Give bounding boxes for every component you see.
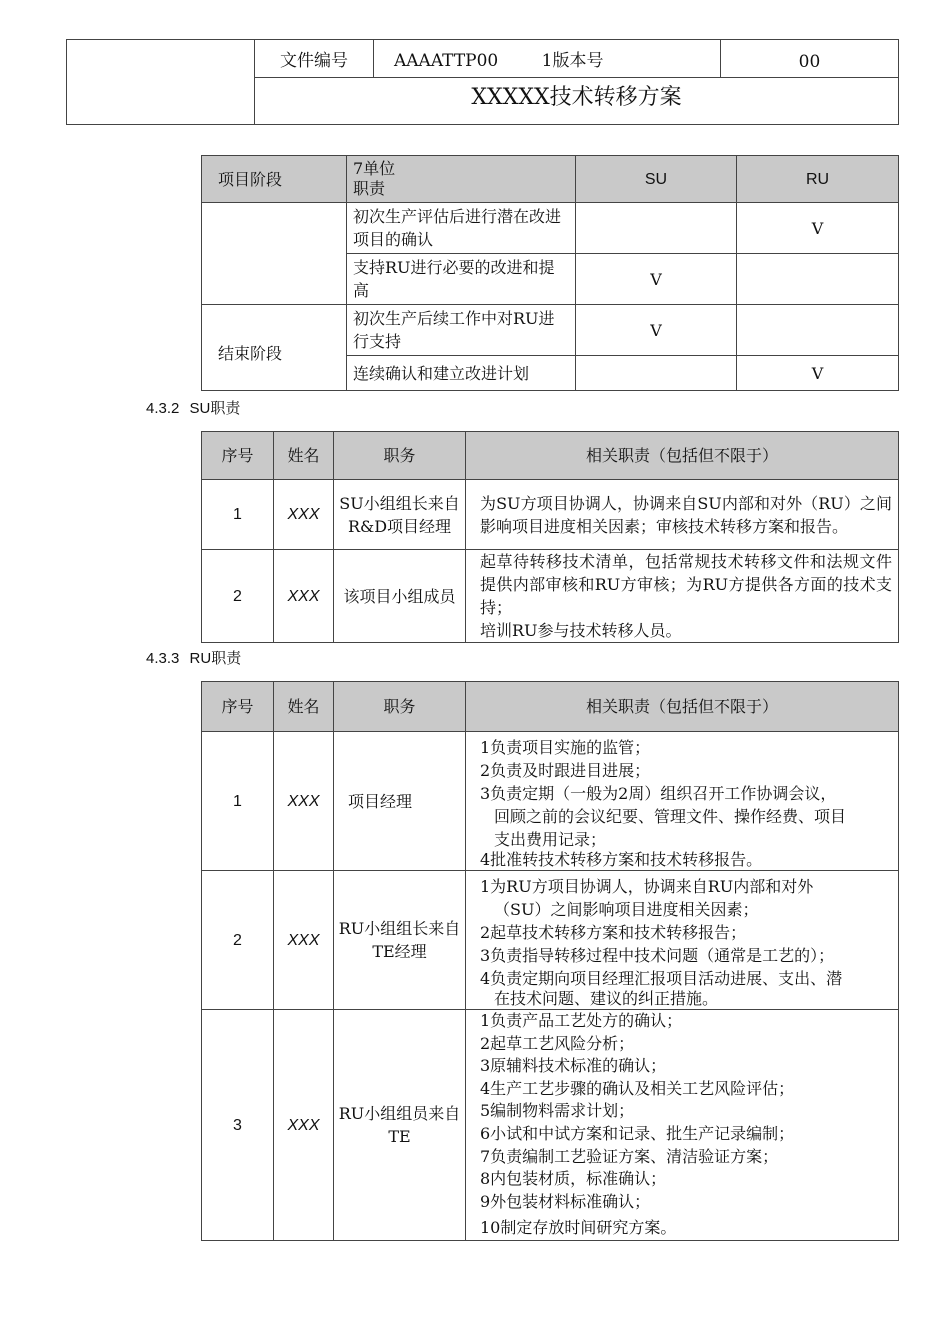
table-header-row (202, 432, 899, 480)
header-position: 职务 (334, 432, 466, 480)
table-row (202, 1010, 899, 1241)
row-name: XXX (274, 1010, 334, 1241)
su-duty-table (201, 431, 899, 643)
duty-line: 4批准转技术转移方案和技术转移报告。 (480, 850, 763, 869)
duty-line: 1负责产品工艺处方的确认； (480, 1011, 683, 1031)
duty-line: 支出费用记录； (494, 830, 607, 849)
table-row (202, 203, 899, 254)
row-duties (466, 732, 899, 871)
su-check: V (576, 254, 737, 305)
header-duties: 相关职责（包括但不限于） (466, 432, 899, 480)
su-check (576, 356, 737, 391)
duty-line: 在技术问题、建议的纠正措施。 (494, 989, 719, 1008)
duty-cell: 支持RU进行必要的改进和提高 (347, 254, 576, 305)
ru-check (737, 254, 899, 305)
header-duty: 7单位 职责 (347, 156, 576, 203)
header-no: 序号 (202, 682, 274, 732)
row-duties (466, 871, 899, 1010)
table-row (202, 480, 899, 550)
row-name: XXX (274, 871, 334, 1010)
row-position: RU小组组长来自TE经理 (334, 871, 466, 1010)
row-name: XXX (274, 550, 334, 643)
row-name: XXX (274, 732, 334, 871)
duty-line: 4生产工艺步骤的确认及相关工艺风险评估； (480, 1078, 795, 1098)
version-value: 00 (721, 40, 899, 78)
row-position: 该项目小组成员 (334, 550, 466, 643)
su-section-heading (146, 397, 240, 418)
header-ru: RU (737, 156, 899, 203)
su-heading-number: 4.3.2 (146, 400, 180, 417)
ru-duty-table (201, 681, 899, 1241)
header-position: 职务 (334, 682, 466, 732)
stage-responsibility-table (201, 155, 899, 391)
duty-line: 回顾之前的会议纪要、管理文件、操作经费、项目 (494, 807, 847, 826)
duty-line: 2负责及时跟进目进展； (480, 761, 651, 780)
header-no: 序号 (202, 432, 274, 480)
duty-line: 1为RU方项目协调人，协调来自RU内部和对外 (480, 877, 814, 896)
duty-line: 3负责指导转移过程中技术问题（通常是工艺的）； (480, 946, 835, 965)
row-name: XXX (274, 480, 334, 550)
header-su: SU (576, 156, 737, 203)
row-no: 1 (202, 480, 274, 550)
ru-check: V (737, 356, 899, 391)
row-duties (466, 550, 899, 643)
duty-line: （SU）之间影响项目进度相关因素； (494, 900, 759, 919)
row-no: 2 (202, 871, 274, 1010)
row-duties (466, 1010, 899, 1241)
duty-line: 1负责项目实施的监管； (480, 738, 651, 757)
row-no: 2 (202, 550, 274, 643)
ru-section-heading (146, 647, 241, 668)
table-row (202, 871, 899, 1010)
document-header (66, 39, 899, 125)
row-no: 1 (202, 732, 274, 871)
duty-line: 4负责定期向项目经理汇报项目活动进展、支出、潜 (480, 969, 843, 988)
duty-cell: 初次生产评估后进行潜在改进项目的确认 (347, 203, 576, 254)
duty-cell: 连续确认和建立改进计划 (347, 356, 576, 391)
table-header-row (202, 156, 899, 203)
duty-line: 3原辅料技术标准的确认； (480, 1056, 667, 1076)
table-row (202, 550, 899, 643)
row-position: SU小组组长来自R&D项目经理 (334, 480, 466, 550)
header-name: 姓名 (274, 432, 334, 480)
stage-cell: 结束阶段 (202, 305, 347, 391)
duty-cell: 初次生产后续工作中对RU进行支持 (347, 305, 576, 356)
document-title: XXXXX技术转移方案 (255, 78, 899, 125)
ru-heading-number: 4.3.3 (146, 650, 180, 667)
ru-check: V (737, 203, 899, 254)
header-logo-area (67, 40, 255, 125)
duty-line: 6小试和中试方案和记录、批生产记录编制； (480, 1124, 795, 1143)
header-stage: 项目阶段 (202, 156, 347, 203)
doc-no-label: 文件编号 (255, 40, 374, 78)
duty-line: 8内包装材质，标准确认； (480, 1169, 667, 1189)
duty-line: 3负责定期（一般为2周）组织召开工作协调会议， (480, 784, 837, 803)
duty-line: 9外包装材料标准确认； (480, 1191, 651, 1211)
table-header-row (202, 682, 899, 732)
su-heading-text: SU职责 (189, 400, 241, 417)
row-position: 项目经理 (334, 732, 466, 871)
header-name: 姓名 (274, 682, 334, 732)
duty-line: 2起草工艺风险分析； (480, 1033, 635, 1053)
table-row (202, 305, 899, 356)
doc-no-cell (374, 40, 721, 78)
doc-no-value: AAAATTP00 (394, 51, 499, 71)
row-no: 3 (202, 1010, 274, 1241)
table-row (202, 732, 899, 871)
version-label: 1版本号 (541, 51, 604, 71)
duty-line: 5编制物料需求计划； (480, 1101, 635, 1121)
duty-line: 10制定存放时间研究方案。 (480, 1218, 677, 1238)
duty-line: 7负责编制工艺验证方案、清洁验证方案； (480, 1146, 779, 1166)
row-duties: 为SU方项目协调人，协调来自SU内部和对外（RU）之间影响项目进度相关因素；审核技术转移方案和报告。 (466, 480, 899, 550)
su-check: V (576, 305, 737, 356)
duty-line: 起草待转移技术清单，包括常规技术转移文件和法规文件提供内部审核和RU方审核；为RU方提供各方面的技术支持； (480, 552, 892, 617)
row-position: RU小组组员来自TE (334, 1010, 466, 1241)
ru-check (737, 305, 899, 356)
stage-cell (202, 203, 347, 305)
duty-line: 2起草技术转移方案和技术转移报告； (480, 923, 747, 942)
su-check (576, 203, 737, 254)
duty-line: 培训RU参与技术转移人员。 (480, 621, 682, 640)
header-duties: 相关职责（包括但不限于） (466, 682, 899, 732)
ru-heading-text: RU职责 (189, 650, 242, 667)
